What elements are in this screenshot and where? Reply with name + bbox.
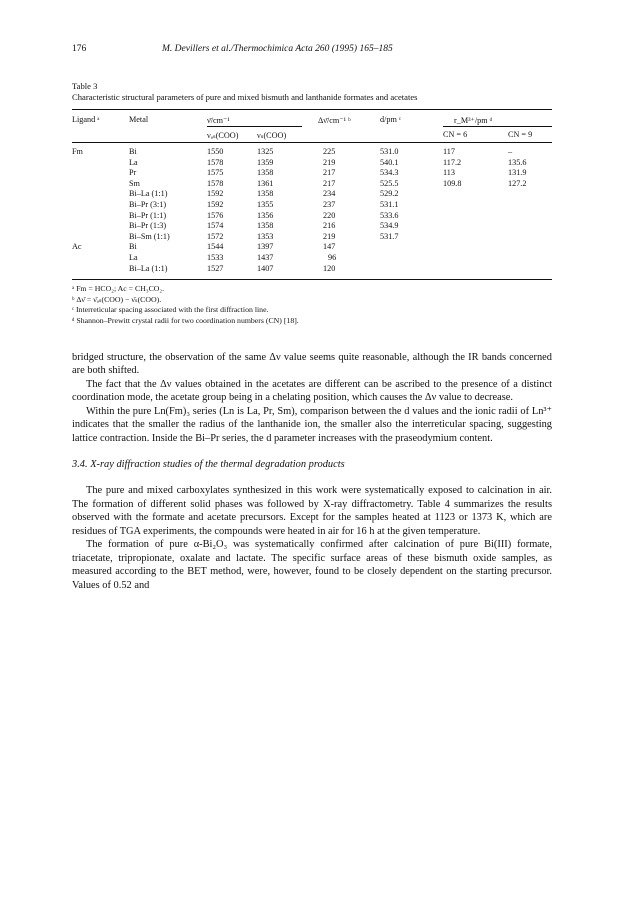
table-row <box>72 147 552 158</box>
cell-nu-as: 1544 <box>207 242 224 252</box>
table-row <box>72 232 552 243</box>
cell-nu-as: 1576 <box>207 210 224 220</box>
subheader-cn6: CN = 6 <box>443 130 468 139</box>
table-row <box>72 189 552 200</box>
cell-nu-s: 1359 <box>257 157 274 167</box>
cell-metal: La <box>129 252 138 262</box>
cell-metal: Bi–Pr (1:3) <box>129 221 167 231</box>
cell-nu-s: 1325 <box>257 147 274 156</box>
footnote-b: ᵇ Δν̄ = ν̄ₐₛ(COO) − ν̄ₛ(COO). <box>72 294 162 304</box>
cell-d: 531.7 <box>380 231 399 241</box>
cell-nu-s: 1353 <box>257 231 274 241</box>
header-ligand: Ligand ᵃ <box>72 115 100 124</box>
cell-cn9: 135.6 <box>508 157 527 167</box>
journal-citation: M. Devillers et al./Thermochimica Acta 260 (1995) 165–185 <box>162 44 393 54</box>
header-delta-wavenumber: Δν̄/cm⁻¹ ᵇ <box>318 116 351 125</box>
table-row <box>72 158 552 169</box>
paragraph: The pure and mixed carboxylates synthesized in this work were systematically exposed to calcination in air. The formation of different solid phases was followed by X-ray diffractometry. Table 4 summarizes the results observed with the formate and acetate precursors. Except for the samples heated at 1123 or 1373 K, which are residues of TGA experiments, the compounds were heated in air for 16 h at the given temperature. <box>72 485 552 537</box>
cell-metal: Bi–La (1:1) <box>129 189 168 199</box>
cell-delta-nu: 217 <box>323 178 336 188</box>
cell-nu-as: 1578 <box>207 178 224 188</box>
cell-cn6: 117.2 <box>443 157 462 167</box>
table-row <box>72 211 552 222</box>
cell-ligand: Ac <box>72 242 82 252</box>
cell-d: 534.9 <box>380 221 399 231</box>
cell-nu-s: 1361 <box>257 178 274 188</box>
table-bottom-rule <box>72 279 552 280</box>
cell-nu-as: 1550 <box>207 147 224 156</box>
cell-nu-s: 1397 <box>257 242 274 252</box>
cell-cn9: 127.2 <box>508 178 527 188</box>
paragraph: bridged structure, the observation of the same Δν value seems quite reasonable, although the IR bands concerned are both shifted. <box>72 351 552 376</box>
cell-metal: La <box>129 157 138 167</box>
cell-metal: Bi–La (1:1) <box>129 263 168 273</box>
cell-nu-as: 1592 <box>207 199 224 209</box>
header-radius: r_M³⁺/pm ᵈ <box>454 116 493 125</box>
cell-delta-nu: 216 <box>323 221 336 231</box>
page <box>72 44 552 592</box>
cell-nu-as: 1533 <box>207 252 224 262</box>
cell-nu-s: 1355 <box>257 199 274 209</box>
table-row <box>72 179 552 190</box>
table-row <box>72 168 552 179</box>
cell-d: 540.1 <box>380 157 399 167</box>
cell-metal: Bi <box>129 147 137 156</box>
cell-nu-as: 1575 <box>207 168 224 178</box>
cell-metal: Sm <box>129 178 140 188</box>
section-number: 3.4. <box>72 459 88 470</box>
cell-nu-s: 1358 <box>257 189 274 199</box>
subheader-nu-s: νₛ(COO) <box>257 131 287 140</box>
cell-delta-nu: 120 <box>323 263 336 273</box>
subheader-rule-wavenumber <box>207 126 302 127</box>
subheader-nu-as: νₐₛ(COO) <box>207 131 239 140</box>
header-metal: Metal <box>129 115 149 124</box>
table-subheader-row <box>72 126 552 142</box>
subheader-rule-radius <box>443 126 552 127</box>
cell-delta-nu: 220 <box>323 210 336 220</box>
cell-nu-s: 1437 <box>257 252 274 262</box>
cell-metal: Pr <box>129 168 137 178</box>
cell-cn9: 131.9 <box>508 168 527 178</box>
cell-delta-nu: 147 <box>323 242 336 252</box>
cell-delta-nu: 96 <box>328 252 337 262</box>
footnote-a: ᵃ Fm = HCO₂; Ac = CH₃CO₂. <box>72 284 165 294</box>
table-row <box>72 200 552 211</box>
cell-d: 531.0 <box>380 147 399 156</box>
section-title: X-ray diffraction studies of the thermal degradation products <box>90 459 345 470</box>
cell-nu-s: 1407 <box>257 263 274 273</box>
running-header <box>72 44 552 60</box>
cell-delta-nu: 237 <box>323 199 336 209</box>
table-label: Table 3 <box>72 81 98 91</box>
paragraph: The formation of pure α-Bi₂O₃ was systematically confirmed after calcination of pure Bi(III) formate, triacetate, tripropionate, oxalate and lactate. The specific surface areas of these bismuth oxide samples, as measured according to the BET method, were, however, found to be closely dependent on the starting precursor. Values of 0.52 and <box>72 539 552 591</box>
cell-cn6: 113 <box>443 168 455 178</box>
cell-d: 531.1 <box>380 199 399 209</box>
cell-nu-as: 1527 <box>207 263 224 273</box>
table-row <box>72 221 552 232</box>
cell-delta-nu: 225 <box>323 147 336 156</box>
header-wavenumber: ν̄/cm⁻¹ <box>207 116 230 125</box>
table-body <box>72 143 552 279</box>
table-header-row <box>72 110 552 126</box>
cell-ligand: Fm <box>72 147 83 156</box>
cell-d: 529.2 <box>380 189 399 199</box>
cell-cn6: 109.8 <box>443 178 462 188</box>
cell-d: 525.5 <box>380 178 399 188</box>
table-row <box>72 242 552 253</box>
cell-nu-s: 1358 <box>257 168 274 178</box>
paragraph: Within the pure Ln(Fm)₃ series (Ln is La, Pr, Sm), comparison between the d values and the ionic radii of Ln³⁺ indicates that the smaller the radius of the lanthanide ion, the smaller also the interreticular spacing, suggesting lattice contraction. Inside the Bi–Pr series, the d parameter increases with the praseodymium content. <box>72 405 552 444</box>
cell-delta-nu: 219 <box>323 157 336 167</box>
body-text <box>72 351 552 593</box>
cell-metal: Bi–Pr (3:1) <box>129 199 167 209</box>
footnote-d: ᵈ Shannon–Prewitt crystal radii for two coordination numbers (CN) [18]. <box>72 315 299 325</box>
header-d-spacing: d/pm ᶜ <box>380 115 401 124</box>
cell-nu-s: 1356 <box>257 210 274 220</box>
cell-delta-nu: 234 <box>323 189 336 199</box>
cell-delta-nu: 219 <box>323 231 336 241</box>
cell-metal: Bi–Sm (1:1) <box>129 231 170 241</box>
table-row <box>72 253 552 264</box>
page-number: 176 <box>72 44 87 54</box>
cell-cn9: – <box>508 147 513 156</box>
cell-nu-as: 1574 <box>207 221 224 231</box>
footnote-c: ᶜ Interreticular spacing associated with the first diffraction line. <box>72 305 269 315</box>
cell-metal: Bi–Pr (1:1) <box>129 210 167 220</box>
paragraph: The fact that the Δν values obtained in the acetates are different can be ascribed to the presence of a distinct coordination mode, the acetate group being in a chelating position, which causes the Δν value to decrease. <box>72 378 552 403</box>
cell-d: 534.3 <box>380 168 399 178</box>
cell-delta-nu: 217 <box>323 168 336 178</box>
cell-metal: Bi <box>129 242 137 252</box>
subheader-cn9: CN = 9 <box>508 130 533 139</box>
table-caption: Characteristic structural parameters of pure and mixed bismuth and lanthanide formates and acetates <box>72 92 418 102</box>
cell-cn6: 117 <box>443 147 455 156</box>
section-heading <box>72 458 552 471</box>
table-row <box>72 264 552 275</box>
cell-nu-s: 1358 <box>257 221 274 231</box>
cell-nu-as: 1592 <box>207 189 224 199</box>
cell-nu-as: 1572 <box>207 231 224 241</box>
cell-d: 533.6 <box>380 210 399 220</box>
cell-nu-as: 1578 <box>207 157 224 167</box>
table-footnotes <box>72 284 552 326</box>
